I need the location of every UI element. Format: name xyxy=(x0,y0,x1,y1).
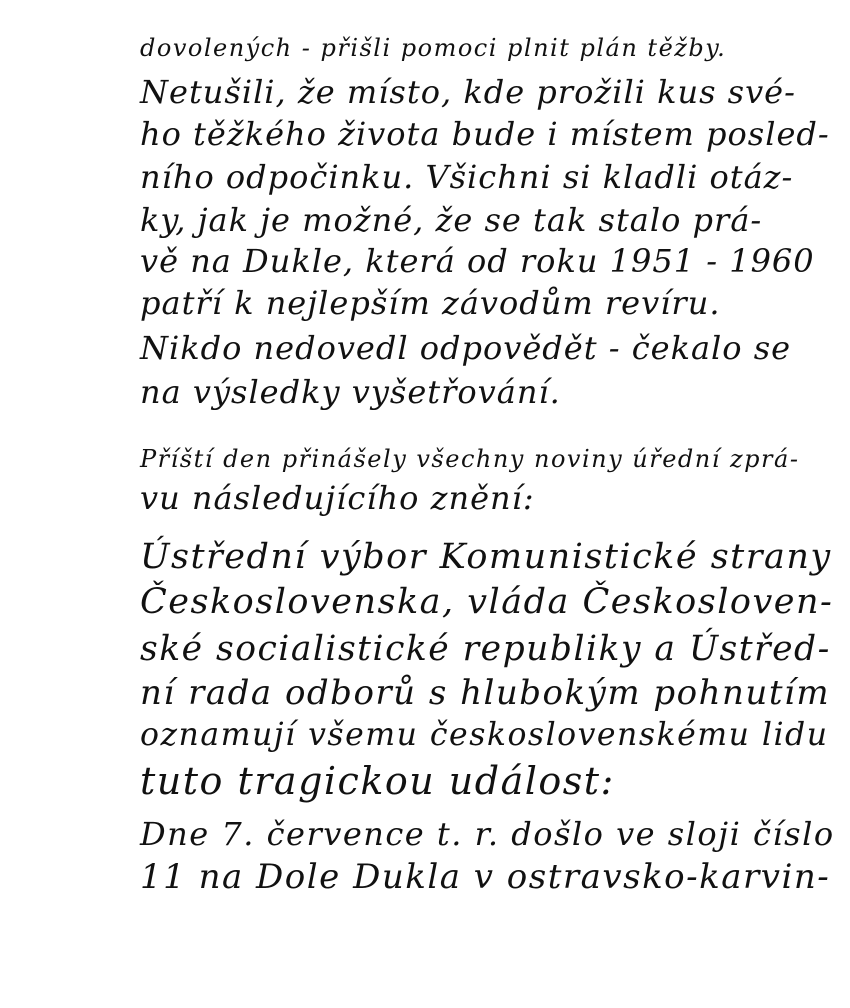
text-line: patří k nejlepším závodům revíru. xyxy=(140,284,721,322)
text-line: Ústřední výbor Komunistické strany xyxy=(140,537,832,577)
text-line: ní rada odborů s hlubokým pohnutím xyxy=(140,673,831,713)
text-line: ho těžkého života bude i místem posled- xyxy=(140,115,830,153)
text-line: oznamují všemu československému lidu xyxy=(140,717,829,753)
text-line: vě na Dukle, která od roku 1951 - 1960 xyxy=(140,242,815,280)
text-line: Netušili, že místo, kde prožili kus své- xyxy=(140,73,796,111)
text-line: na výsledky vyšetřování. xyxy=(140,373,561,411)
text-line: ního odpočinku. Všichni si kladli otáz- xyxy=(140,158,794,196)
text-line: ské socialistické republiky a Ústřed- xyxy=(140,629,831,669)
text-line: vu následujícího znění: xyxy=(140,479,535,517)
text-line: 11 na Dole Dukla v ostravsko-karvin- xyxy=(140,857,831,897)
text-line: dovolených - přišli pomoci plnit plán těžby. xyxy=(140,34,727,62)
text-line: Nikdo nedovedl odpovědět - čekalo se xyxy=(140,329,792,367)
text-line: Dne 7. července t. r. došlo ve sloji číslo xyxy=(140,815,835,853)
text-line: Československa, vláda Českosloven- xyxy=(140,582,834,622)
text-line: ky, jak je možné, že se tak stalo prá- xyxy=(140,201,763,239)
text-line: tuto tragickou událost: xyxy=(140,759,615,803)
text-line: Příští den přinášely všechny noviny úřední zprá- xyxy=(140,445,800,473)
